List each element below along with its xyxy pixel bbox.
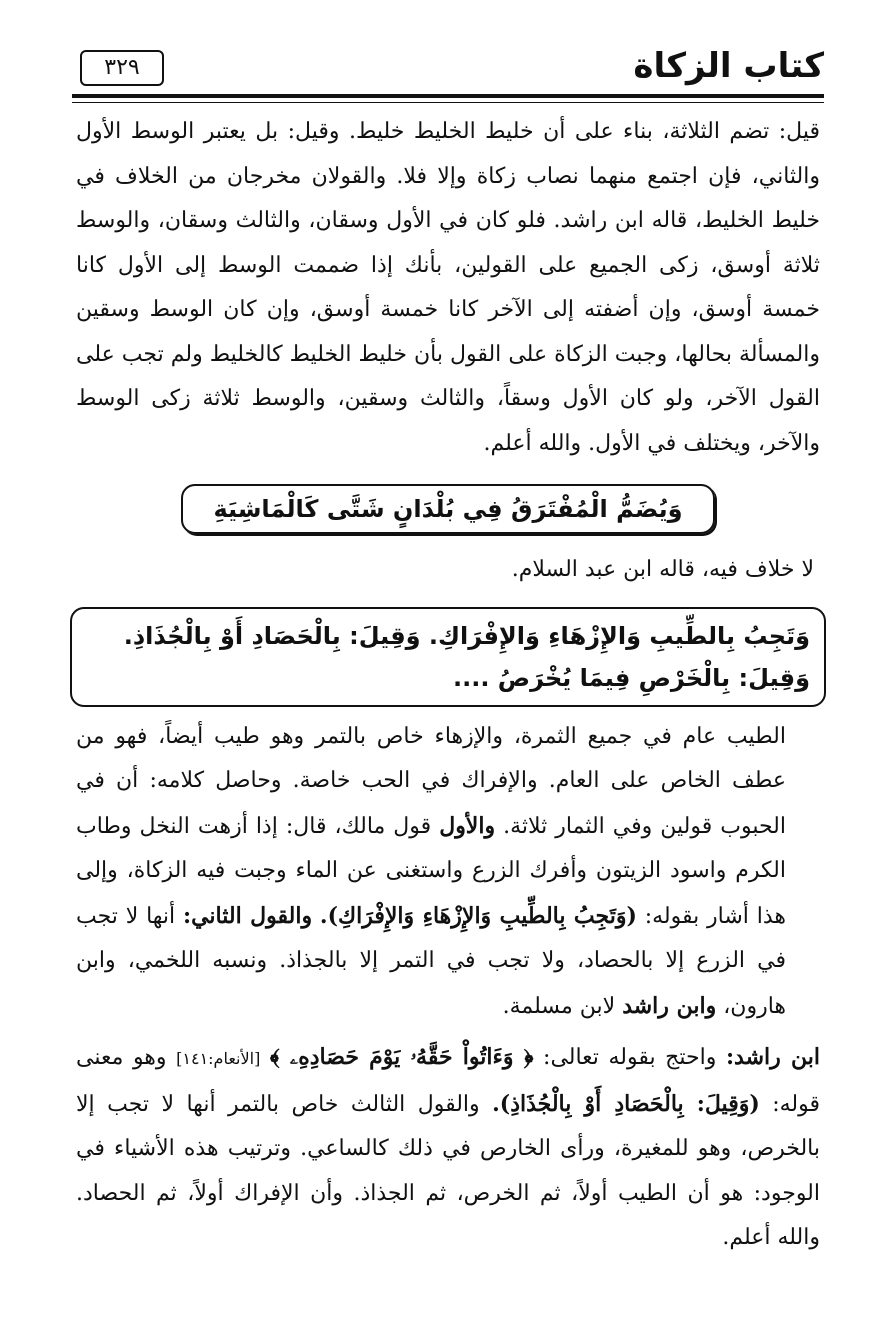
text-segment: أنها لا تجب في الزرع إلا بالحصاد، ولا تجب في التمر إلا بالجذاذ. ونسبه اللخمي، وابن هارون، <box>76 903 786 1019</box>
header-rule <box>72 94 824 98</box>
matn-line-2: وَقِيلَ: بِالْخَرْصِ فِيمَا يُخْرَصُ .... <box>452 663 810 692</box>
book-title: كتاب الزكاة <box>633 46 824 86</box>
paragraph-mixing-herds: قيل: تضم الثلاثة، بناء على أن خليط الخليط خليط. وقيل: بل يعتبر الوسط الأول والثاني، فإن اجتمع منهما نصاب زكاة وإلا فلا. والقولان مخرجان من الخلاف في خليط الخليط، قاله ابن راشد. فلو كان في الأول وسقان، والثالث وسقان، والوسط ثلاثة أوسق، زكى الجميع على القولين، بأنك إذا ضممت الوسط إلى الأول كانا خمسة أوسق، وإن أضفته إلى الآخر كانا خمسة أوسق، وإن كان الوسط وسقين والمسألة بحالها، وجبت الزكاة على القول بأن خليط الخليط كالخليط ولم تجب على القول الآخر، ولو كان الأول وسقاً، والثالث وسقين، والوسط ثلاثة زكى الوسط والآخر، ويختلف في الأول. والله أعلم. <box>76 119 820 456</box>
paragraph-ibn-rashid <box>76 1035 820 1261</box>
text-segment: الطيب عام في جميع الثمرة، والإزهاء خاص بالتمر وهو طيب أيضاً، فهو من عطف الخاص على العام. والإفراك في الحب خاصة. وحاصل كلامه: أن في الحبوب قولين وفي الثمار ثلاثة. <box>76 723 786 839</box>
bold-quote-matn: (وَقِيلَ: بِالْحَصَادِ أَوْ بِالْجُذَاذِ). <box>492 1090 760 1117</box>
paragraph-no-dispute: لا خلاف فيه، قاله ابن عبد السلام. <box>511 557 814 582</box>
page-content <box>76 110 820 1261</box>
bold-name-ibn-rashid: ابن راشد: <box>725 1044 820 1070</box>
paragraph-ripeness <box>76 715 820 1030</box>
matn-text-scattered: وَيُضَمُّ الْمُفْتَرَقُ فِي بُلْدَانٍ شَتَّى كَالْمَاشِيَةِ <box>213 495 683 523</box>
text-segment: وهو معنى قوله: <box>76 1045 820 1117</box>
quran-verse: ﴿ وَءَاتُواْ حَقَّهُۥ يَوْمَ حَصَادِهِۦ ﴾ <box>269 1044 534 1070</box>
page-header <box>72 44 824 98</box>
page-number: ٣٢٩ <box>80 50 164 86</box>
bold-name-ibn-rashid: وابن راشد <box>622 992 717 1019</box>
text-segment: قول مالك، قال: إذا أزهت النخل وطاب الكرم واسود الزيتون وأفرك الزرع واستغنى عن الماء وجبت فيه الزكاة، وإلى هذا أشار بقوله: <box>76 813 786 929</box>
matn-box-scattered <box>181 484 715 534</box>
text-segment: والقول الثالث خاص بالتمر أنها لا تجب إلا بالخرص، وهو للمغيرة، ورأى الخارص في ذلك كالساعي. وترتيب هذه الأشياء في الوجود: هو أن الطيب أولاً، ثم الخرص، ثم الجذاذ. وأن الإفراك أولاً، ثم الحصاد. والله أعلم. <box>76 1091 820 1250</box>
text-segment: لابن مسلمة. <box>502 993 616 1019</box>
text-segment: واحتج بقوله تعالى: <box>543 1045 717 1070</box>
header-rule-thin <box>72 102 824 103</box>
bold-term-second: والقول الثاني: <box>182 902 313 929</box>
matn-line-1: وَتَجِبُ بِالطِّيبِ وَالإِزْهَاءِ وَالإِفْرَاكِ. وَقِيلَ: بِالْحَصَادِ أَوْ بِالْجُذَاذِ. <box>123 621 810 650</box>
matn-box-obligation <box>70 607 826 707</box>
bold-quote-matn: (وَتَجِبُ بِالطِّيبِ وَالإِزْهَاءِ وَالإِفْرَاكِ). <box>319 902 637 929</box>
verse-reference: [الأنعام:١٤١] <box>176 1049 261 1068</box>
bold-term-first: والأول <box>439 812 496 839</box>
